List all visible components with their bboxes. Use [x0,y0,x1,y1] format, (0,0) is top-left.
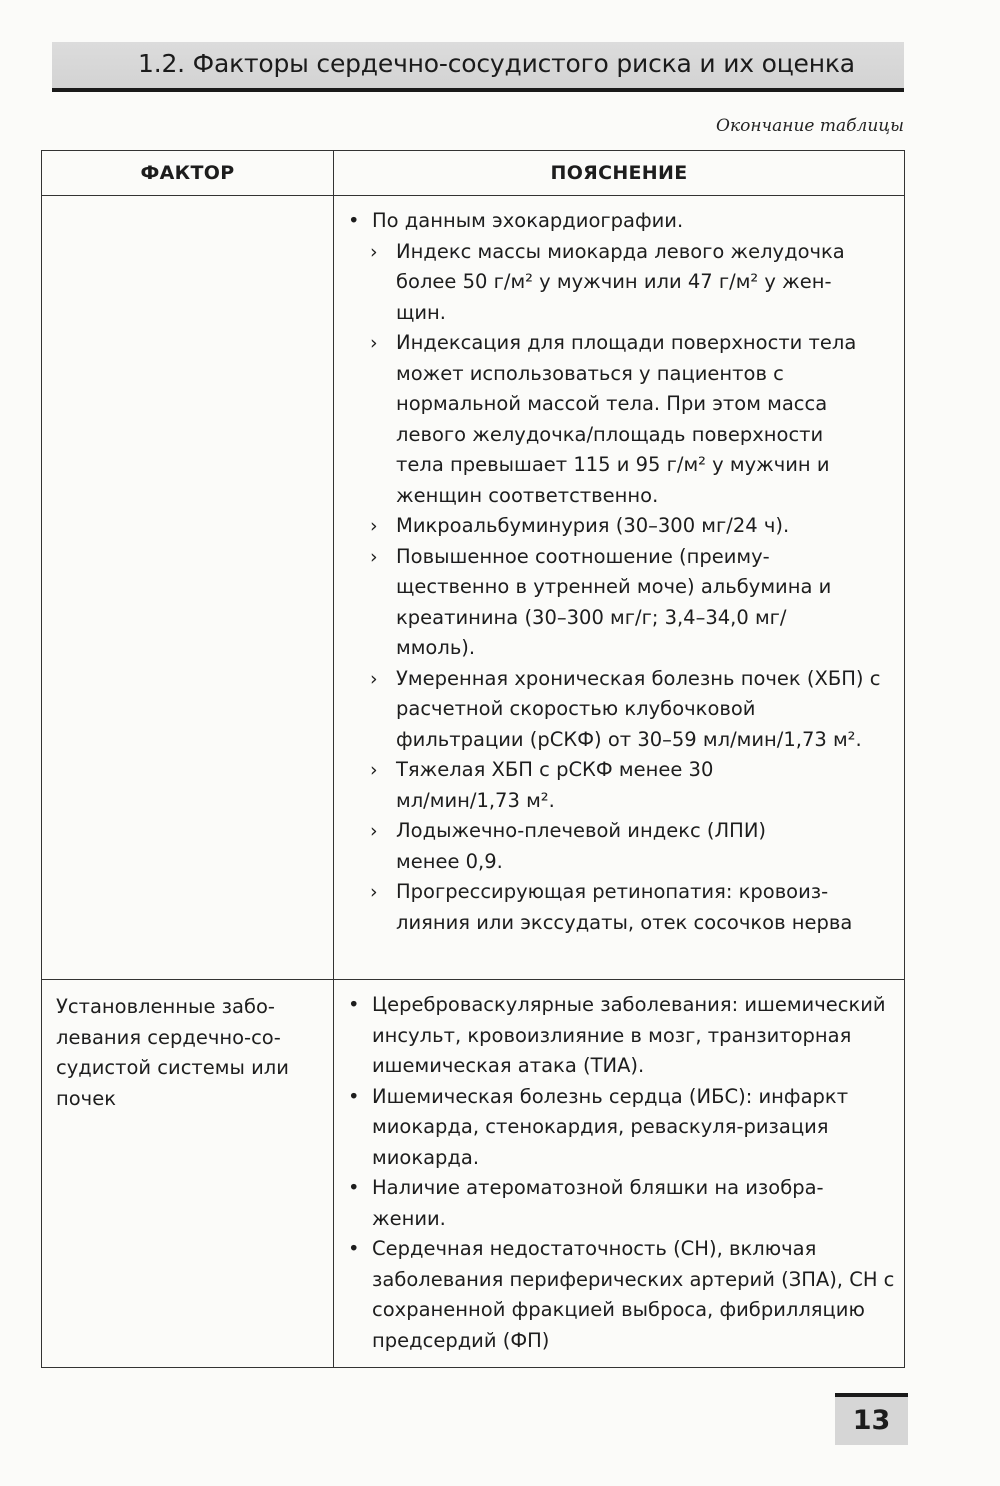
chevron-right-icon: › [370,515,378,537]
sub-item-text: Повышенное соотношение (преиму-щественно в утренней моче) альбумина и креатинина (30–300 мг/г; 3,4–34,0 мг/ммоль). [396,544,832,659]
page-number: 13 [835,1393,908,1445]
table-caption: Окончание таблицы [716,116,904,136]
column-header-factor: ФАКТОР [42,151,334,196]
sub-item-text: Индекс массы миокарда левого желудочка более 50 г/м² у мужчин или 47 г/м² у жен-щин. [396,239,845,324]
table-header-row [42,151,905,196]
column-header-explanation: ПОЯСНЕНИЕ [334,151,905,196]
sub-item-text: Умеренная хроническая болезнь почек (ХБП) с расчетной скоростью клубочковой фильтрации (рСКФ) от 30–59 мл/мин/1,73 м². [396,666,881,751]
sub-list-item [348,542,836,664]
sub-item-text: Лодыжечно-плечевой индекс (ЛПИ) менее 0,9. [396,819,767,873]
sub-item-text: Индексация для площади поверхности тела может использоваться у пациентов с нормальной массой тела. При этом масса левого желудочка/площадь поверхности тела превышает 115 и 95 г/м² у мужчин и женщин соответственно. [396,331,857,507]
table-row [42,980,905,1368]
sub-item-text: Микроальбуминурия (30–300 мг/24 ч). [396,514,790,537]
factor-cell [42,980,334,1368]
sub-list-item [348,511,896,542]
list-item: • Сердечная недостаточность (СН), включая заболевания периферических артерий (ЗПА), СН с сохраненной фракцией выброса, фибрилляцию предсердий (ФП) [348,1234,896,1356]
chevron-right-icon: › [370,820,378,842]
sub-list-item [348,816,816,877]
table-row [42,196,905,980]
sub-list-item [348,877,896,938]
sub-item-text: Тяжелая ХБП с рСКФ менее 30 мл/мин/1,73 м². [396,758,714,812]
list-item: • Цереброваскулярные заболевания: ишемический инсульт, кровоизлияние в мозг, транзиторная ишемическая атака (ТИА). [348,990,896,1082]
chevron-right-icon: › [370,240,378,263]
running-header [52,42,904,92]
list-item: • Наличие атероматозной бляшки на изобра-жении. [348,1173,896,1234]
section-title: 1.2. Факторы сердечно-сосудистого риска и их оценка [138,49,855,78]
list-item: • По данным эхокардиографии. [348,206,896,237]
explanation-cell [334,196,905,980]
explanation-cell [334,980,905,1368]
sub-item-text: Прогрессирующая ретинопатия: кровоиз-лияния или экссудаты, отек сосочков нерва [396,880,853,934]
chevron-right-icon: › [370,545,378,568]
risk-factor-table [41,150,905,1368]
factor-cell-empty [42,196,334,980]
chevron-right-icon: › [370,881,378,903]
factor-text: Установленные забо-левания сердечно-со-судистой системы или почек [56,995,289,1110]
sub-list-item [348,755,726,816]
list-item: • Ишемическая болезнь сердца (ИБС): инфаркт миокарда, стенокардия, реваскуля-ризация миокарда. [348,1082,896,1174]
chevron-right-icon: › [370,759,378,781]
sub-list-item [348,237,868,329]
sub-list-item [348,664,886,756]
sub-list-item [348,328,868,511]
chevron-right-icon: › [370,332,378,354]
chevron-right-icon: › [370,667,378,690]
